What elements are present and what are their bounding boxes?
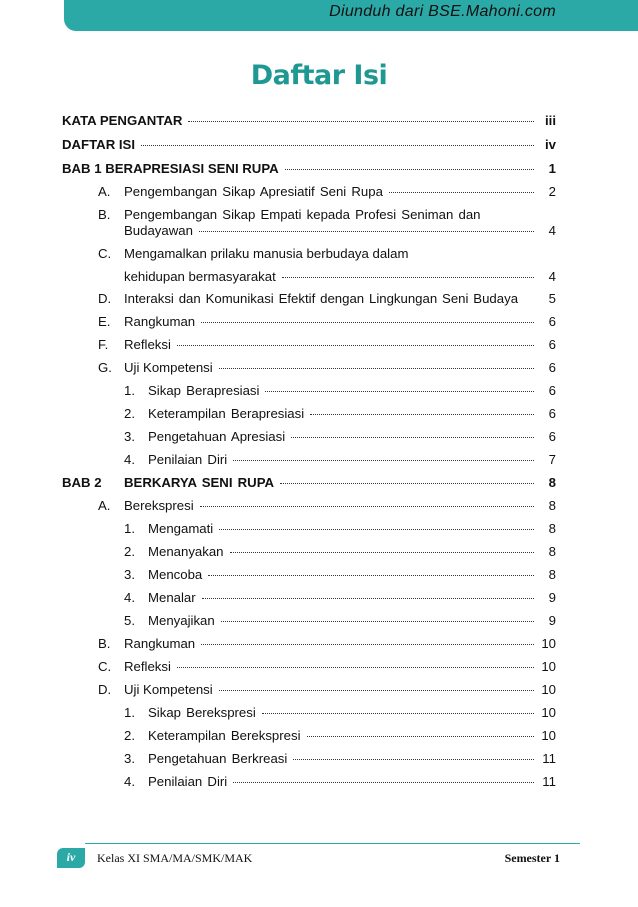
toc-entry-bab1-c-line2[interactable] <box>124 267 556 287</box>
toc-entry-bab1-d[interactable] <box>98 289 556 309</box>
toc-entry-bab2-a2[interactable] <box>124 542 556 562</box>
toc-page-number: 10 <box>541 728 556 743</box>
dot-leader <box>262 703 534 714</box>
toc-entry-bab2-d1[interactable] <box>124 703 556 723</box>
toc-page-number: iii <box>545 113 556 128</box>
toc-entry-label: Refleksi <box>124 337 171 352</box>
toc-entry-prefix: A. <box>98 184 111 199</box>
toc-entry-prefix: G. <box>98 360 112 375</box>
toc-entry-bab1-g[interactable] <box>98 358 556 378</box>
footer-class-label: Kelas XI SMA/MA/SMK/MAK <box>97 851 253 865</box>
toc-entry-bab2-d4[interactable] <box>124 772 556 792</box>
footer-divider <box>85 843 580 844</box>
toc-entry-label: Mencoba <box>148 567 203 582</box>
toc-entry-label: Sikap Berapresiasi <box>148 383 260 398</box>
toc-entry-prefix: BAB 2 <box>62 475 102 490</box>
dot-leader <box>200 496 534 507</box>
toc-entry-prefix: 4. <box>124 452 135 467</box>
dot-leader <box>285 159 534 170</box>
toc-entry-prefix: 5. <box>124 613 135 628</box>
toc-entry-kata-pengantar[interactable] <box>62 111 556 131</box>
toc-entry-bab1-g2[interactable] <box>124 404 556 424</box>
toc-entry-label: KATA PENGANTAR <box>62 113 183 128</box>
toc-entry-prefix: 2. <box>124 406 135 421</box>
toc-entry-label: Budayawan <box>124 223 193 238</box>
toc-entry-daftar-isi[interactable] <box>62 135 556 155</box>
toc-entry-label: Pengetahuan Apresiasi <box>148 429 286 444</box>
toc-entry-prefix: 1. <box>124 705 135 720</box>
toc-entry-prefix: C. <box>98 659 112 674</box>
toc-entry-label: Mengamati <box>148 521 214 536</box>
dot-leader <box>219 358 534 369</box>
toc-entry-bab2-a4[interactable] <box>124 588 556 608</box>
toc-entry-label: Pengembangan Sikap Empati kepada Profesi Seniman dan <box>124 207 481 222</box>
toc-page-number: 10 <box>541 682 556 697</box>
toc-entry-label: Sikap Berekspresi <box>148 705 256 720</box>
toc-entry-label: kehidupan bermasyarakat <box>124 269 276 284</box>
toc-entry-label: Pengetahuan Berkreasi <box>148 751 288 766</box>
toc-page-number: 6 <box>548 406 556 421</box>
toc-entry-label: Penilaian Diri <box>148 452 228 467</box>
toc-entry-bab-2[interactable] <box>62 473 556 493</box>
dot-leader <box>230 542 534 553</box>
dot-leader <box>177 335 534 346</box>
toc-page-number: 6 <box>548 314 556 329</box>
toc-entry-label: DAFTAR ISI <box>62 137 136 152</box>
toc-entry-bab2-a1[interactable] <box>124 519 556 539</box>
dot-leader <box>293 749 534 760</box>
dot-leader <box>177 657 534 668</box>
toc-page-number: 6 <box>548 383 556 398</box>
toc-entry-bab-1[interactable] <box>62 159 556 179</box>
watermark-text: Diunduh dari BSE.Mahoni.com <box>329 3 556 20</box>
dot-leader <box>265 381 534 392</box>
toc-page-number: 8 <box>548 544 556 559</box>
toc-entry-label: Rangkuman <box>124 314 196 329</box>
toc-page-number: 4 <box>548 269 556 284</box>
toc-entry-prefix: 4. <box>124 590 135 605</box>
toc-entry-label: Uji Kompetensi <box>124 682 213 697</box>
toc-entry-prefix: B. <box>98 207 111 222</box>
dot-leader <box>202 588 534 599</box>
toc-entry-bab1-b-line2[interactable] <box>124 221 556 241</box>
toc-page-number: 8 <box>548 567 556 582</box>
toc-page-number: 4 <box>548 223 556 238</box>
toc-page-number: iv <box>545 137 556 152</box>
dot-leader <box>219 680 534 691</box>
toc-entry-bab2-d2[interactable] <box>124 726 556 746</box>
toc-entry-label: Menanyakan <box>148 544 224 559</box>
dot-leader <box>280 473 534 484</box>
toc-entry-label: Menalar <box>148 590 196 605</box>
toc-entry-bab2-a3[interactable] <box>124 565 556 585</box>
toc-entry-bab2-d[interactable] <box>98 680 556 700</box>
toc-page-number: 8 <box>548 498 556 513</box>
toc-page-number: 6 <box>548 429 556 444</box>
toc-entry-bab1-g3[interactable] <box>124 427 556 447</box>
dot-leader <box>291 427 534 438</box>
dot-leader <box>233 772 534 783</box>
page-title: Daftar Isi <box>250 60 388 91</box>
dot-leader <box>233 450 534 461</box>
toc-page-number: 7 <box>548 452 556 467</box>
dot-leader <box>188 111 534 122</box>
toc-page-number: 5 <box>548 291 556 306</box>
dot-leader <box>199 221 534 232</box>
toc-entry-label: Berekspresi <box>124 498 194 513</box>
toc-entry-prefix: A. <box>98 498 111 513</box>
toc-entry-prefix: 3. <box>124 429 135 444</box>
toc-entry-label: Interaksi dan Komunikasi Efektif dengan Lingkungan Seni Budaya <box>124 291 519 306</box>
toc-entry-bab1-g1[interactable] <box>124 381 556 401</box>
toc-entry-bab1-e[interactable] <box>98 312 556 332</box>
footer-semester: Semester 1 <box>504 851 560 865</box>
toc-entry-label: Mengamalkan prilaku manusia berbudaya dalam <box>124 246 409 261</box>
dot-leader <box>141 135 534 146</box>
dot-leader <box>310 404 534 415</box>
dot-leader <box>221 611 534 622</box>
toc-page-number: 11 <box>542 774 556 789</box>
toc-entry-label: Uji Kompetensi <box>124 360 213 375</box>
toc-page-number: 1 <box>548 161 556 176</box>
dot-leader <box>201 634 534 645</box>
footer-page-number: iv <box>66 850 76 864</box>
toc-entry-prefix: 1. <box>124 521 135 536</box>
toc-entry-prefix: 3. <box>124 751 135 766</box>
dot-leader <box>282 267 534 278</box>
toc-entry-bab2-d3[interactable] <box>124 749 556 769</box>
toc-entry-bab1-g4[interactable] <box>124 450 556 470</box>
toc-entry-prefix: B. <box>98 636 111 651</box>
toc-entry-prefix: D. <box>98 291 112 306</box>
toc-entry-prefix: C. <box>98 246 112 261</box>
toc-entry-prefix: 2. <box>124 544 135 559</box>
toc-entry-prefix: 1. <box>124 383 135 398</box>
toc-page-number: 10 <box>541 659 556 674</box>
toc-entry-prefix: 3. <box>124 567 135 582</box>
dot-leader <box>389 182 534 193</box>
toc-entry-label: Penilaian Diri <box>148 774 228 789</box>
toc-entry-label: Keterampilan Berapresiasi <box>148 406 305 421</box>
toc-entry-label: Pengembangan Sikap Apresiatif Seni Rupa <box>124 184 383 199</box>
toc-page-number: 6 <box>548 337 556 352</box>
toc-entry-prefix: E. <box>98 314 111 329</box>
toc-page-number: 9 <box>548 613 556 628</box>
toc-entry-bab2-c[interactable] <box>98 657 556 677</box>
toc-entry-label: Menyajikan <box>148 613 215 628</box>
toc-entry-label: BAB 1 BERAPRESIASI SENI RUPA <box>62 161 279 176</box>
toc-page-number: 10 <box>541 636 556 651</box>
toc-entry-bab2-b[interactable] <box>98 634 556 654</box>
toc-page-number: 10 <box>541 705 556 720</box>
toc-page-number: 9 <box>548 590 556 605</box>
toc-entry-bab2-a5[interactable] <box>124 611 556 631</box>
toc-entry-bab2-a[interactable] <box>98 496 556 516</box>
toc-entry-bab1-f[interactable] <box>98 335 556 355</box>
toc-page-number: 11 <box>542 751 556 766</box>
toc-entry-prefix: D. <box>98 682 112 697</box>
toc-page-number: 2 <box>548 184 556 199</box>
toc-entry-label: BERKARYA SENI RUPA <box>124 475 275 490</box>
dot-leader <box>201 312 534 323</box>
toc-entry-prefix: 2. <box>124 728 135 743</box>
dot-leader <box>219 519 534 530</box>
dot-leader <box>208 565 534 576</box>
toc-entry-prefix: F. <box>98 337 109 352</box>
toc-page-number: 6 <box>548 360 556 375</box>
toc-page-number: 8 <box>548 521 556 536</box>
toc-entry-bab1-a[interactable] <box>98 182 556 202</box>
toc-entry-label: Keterampilan Berekspresi <box>148 728 301 743</box>
toc-entry-prefix: 4. <box>124 774 135 789</box>
toc-entry-label: Refleksi <box>124 659 171 674</box>
toc-page-number: 8 <box>548 475 556 490</box>
toc-entry-label: Rangkuman <box>124 636 196 651</box>
toc-entry-bab1-c-line1[interactable] <box>98 244 556 264</box>
dot-leader <box>307 726 535 737</box>
